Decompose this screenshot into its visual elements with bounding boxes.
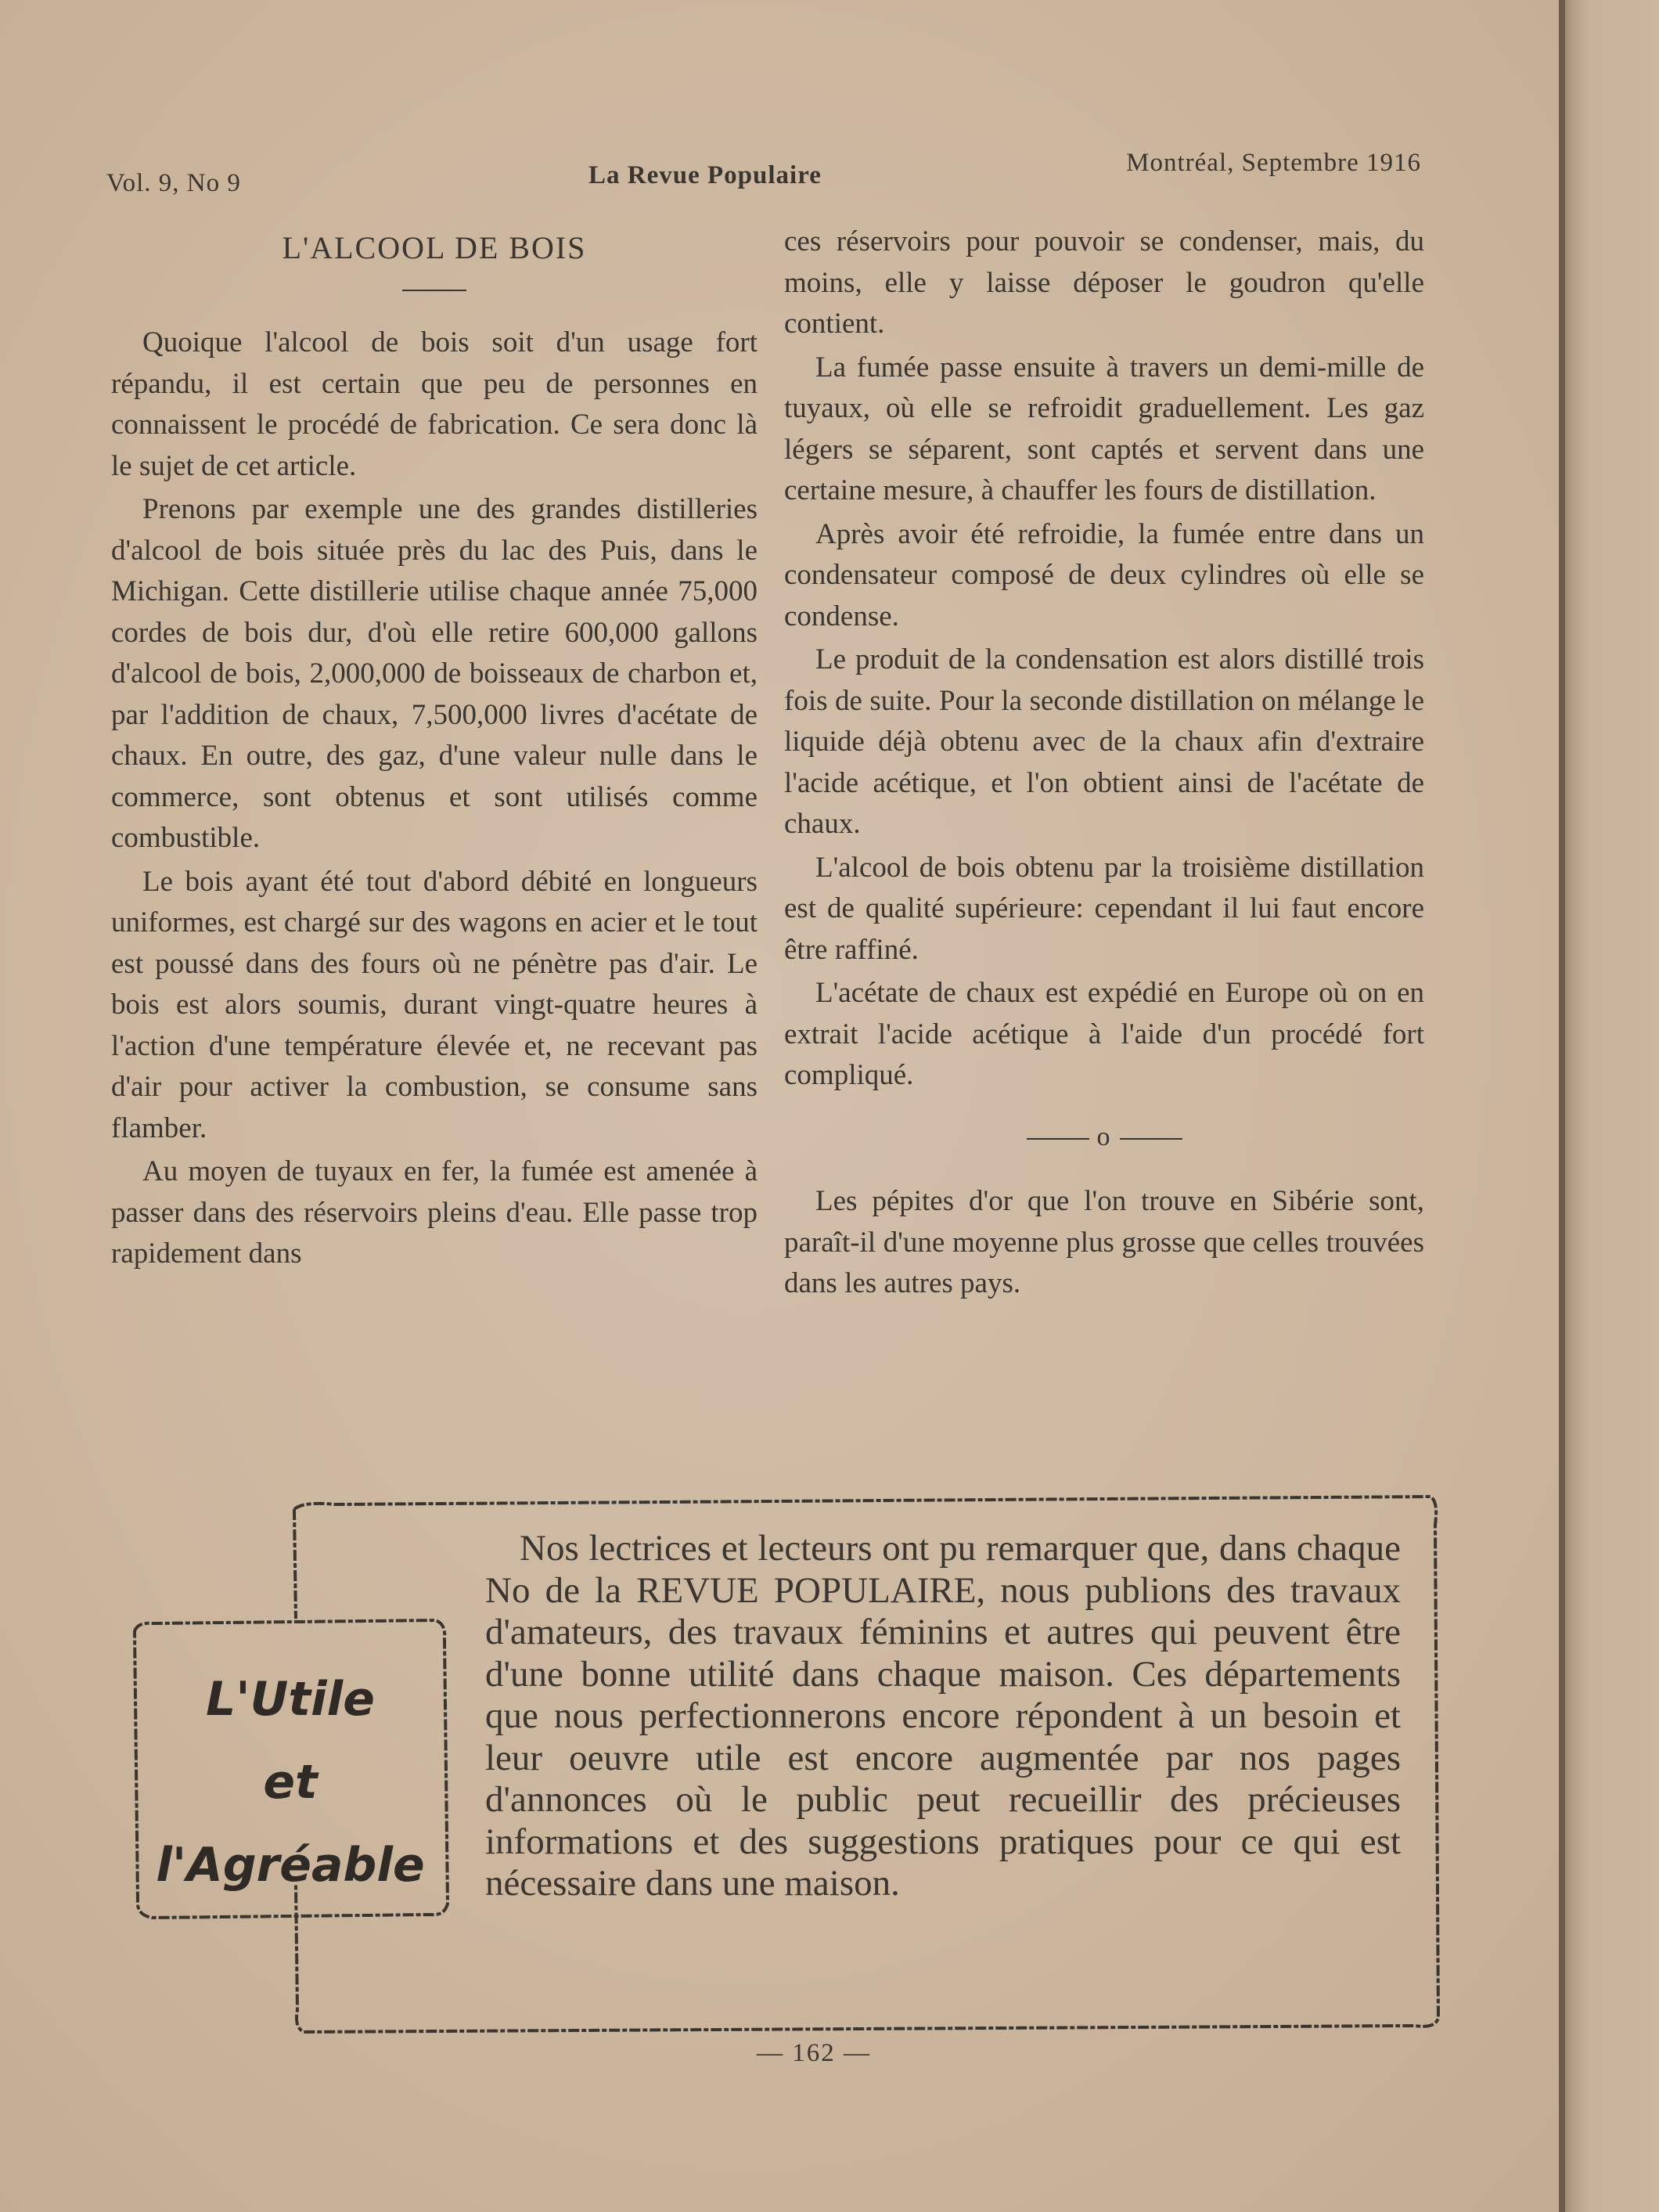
feature-label [130, 1658, 451, 1907]
label-line-1: L'Utile [206, 1672, 375, 1727]
paragraph: Au moyen de tuyaux en fer, la fumée est amenée à passer dans des réservoirs pleins d'eau. Elle passe trop rapidement dans [111, 1155, 758, 1270]
issue-date: Montréal, Septembre 1916 [1126, 149, 1421, 177]
paragraph: La fumée passe ensuite à travers un demi-mille de tuyaux, où elle se refroidit graduellement. Les gaz légers se séparent, sont captés et servent dans une certaine mesure, à chauffer les fours de distillation. [784, 351, 1424, 506]
notice-text: Nos lectrices et lecteurs ont pu remarquer que, dans chaque No de la REVUE POPULAIRE, nous publions des travaux d'amateurs, des travaux féminins et autres qui peuvent être d'une bonne utilité dans chaque maison. Ces départements que nous perfectionnerons encore répondent à un besoin et leur oeuvre utile est encore augmentée par nos pages d'annonces où le public peut recueillir des précieuses informations et des suggestions pratiques pour ce qui est nécessaire dans une maison. [485, 1528, 1401, 1904]
paragraph: Prenons par exemple une des grandes distilleries d'alcool de bois située près du lac des Puis, dans le Michigan. Cette distillerie utilise chaque année 75,000 cordes de bois dur, d'où elle retire 600,000 gallons d'alcool de bois, 2,000,000 de boisseaux de charbon et, par l'addition de chaux, 7,500,000 livres d'acétate de chaux. En outre, des gaz, d'une valeur nulle dans le commerce, sont obtenus et sont utilisés comme combustible. [111, 493, 758, 854]
paragraph-continuation: ces réservoirs pour pouvoir se condenser, mais, du moins, elle y laisse déposer le goudron qu'elle contient. [784, 225, 1424, 340]
paragraph: L'acétate de chaux est expédié en Europe où on en extrait l'acide acétique à l'aide d'un procédé fort compliqué. [784, 977, 1424, 1091]
article-title: L'ALCOOL DE BOIS [282, 230, 587, 265]
publication-name: La Revue Populaire [588, 161, 822, 189]
spine-shadow [1559, 0, 1565, 2212]
right-column [784, 222, 1424, 1305]
section-separator [784, 1117, 1424, 1158]
left-column [111, 227, 758, 1275]
separator-line [1027, 1138, 1089, 1140]
notice-box [288, 1478, 1441, 2037]
running-header [106, 149, 1421, 196]
paragraph: Après avoir été refroidie, la fumée entre dans un condensateur composé de deux cylindres où elle se condense. [784, 517, 1424, 632]
separator-mark: o [1096, 1122, 1112, 1151]
book-spine [1559, 0, 1659, 2212]
paragraph: Le produit de la condensation est alors distillé trois fois de suite. Pour la seconde distillation on mélange le liquide déjà obtenu avec de la chaux afin d'extraire l'acide acétique, et l'on obtient ainsi de l'acétate de chaux. [784, 643, 1424, 840]
paragraph: Le bois ayant été tout d'abord débité en longueurs uniformes, est chargé sur des wagons en acier et le tout est poussé dans des fours où ne pénètre pas d'air. Le bois est alors soumis, durant vingt-quatre heures à l'action d'une température élevée et, ne recevant pas d'air pour activer la combustion, se consume sans flamber. [111, 865, 758, 1144]
label-line-3: l'Agréable [156, 1838, 425, 1893]
title-rule [402, 290, 466, 291]
paragraph: L'alcool de bois obtenu par la troisième distillation est de qualité supérieure: cependant il lui faut encore être raffiné. [784, 851, 1424, 966]
separator-line [1120, 1138, 1182, 1140]
feature-label-box [130, 1617, 451, 1922]
volume-number: Vol. 9, No 9 [106, 169, 241, 197]
paragraph: Quoique l'alcool de bois soit d'un usage fort répandu, il est certain que peu de personnes en connaissent le procédé de fabrication. Ce sera donc là le sujet de cet article. [111, 326, 758, 482]
note-paragraph: Les pépites d'or que l'on trouve en Sibérie sont, paraît-il d'une moyenne plus grosse que celles trouvées dans les autres pays. [784, 1185, 1424, 1299]
label-line-2: et [263, 1755, 318, 1810]
page-number: — 162 — [757, 2039, 871, 2067]
